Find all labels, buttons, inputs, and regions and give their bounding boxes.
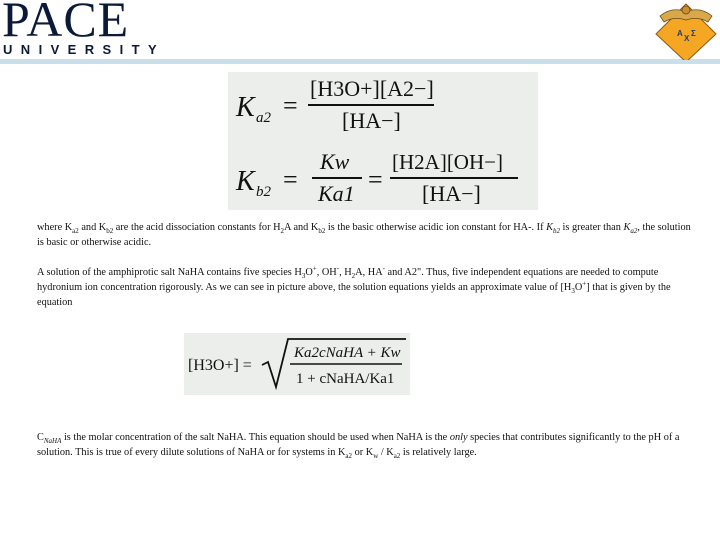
p2-sup-4: + bbox=[582, 279, 587, 288]
p2-text-2: O bbox=[305, 267, 313, 278]
p3-text-5: / K bbox=[378, 447, 394, 458]
p3-italic-only: only bbox=[449, 432, 468, 443]
p3-text-3: species that contributes significantly to the pH of a solution. This is true of every dilute solutions of NaHA or for systems in K bbox=[37, 432, 680, 458]
p2-sub-2: 2 bbox=[351, 272, 356, 281]
seal-letter-1: A bbox=[677, 29, 683, 38]
h3o-denominator: 1 + cNaHA/Ka1 bbox=[296, 371, 395, 387]
p1-text-2: and K bbox=[78, 222, 107, 233]
kb2-equals-1: = bbox=[283, 165, 298, 194]
p1-text-3: are the acid dissociation constants for H bbox=[113, 222, 281, 233]
p2-text-3: , OH bbox=[316, 267, 337, 278]
fraternity-seal-icon bbox=[652, 0, 720, 60]
kb2-lhs: K bbox=[236, 166, 255, 197]
page-header bbox=[0, 0, 720, 62]
p1-sub-1: a2 bbox=[72, 227, 79, 236]
p1-sub-6: a2 bbox=[630, 227, 638, 236]
p1-sub-2: b2 bbox=[106, 227, 114, 236]
p3-sub-2: a2 bbox=[345, 452, 353, 461]
kb2-frac1-numerator: Kw bbox=[320, 149, 350, 174]
ka2-lhs: K bbox=[236, 92, 255, 123]
p2-sup-1: + bbox=[312, 264, 317, 273]
p2-sub-1: 3 bbox=[301, 272, 306, 281]
kb2-frac2-denominator: [HA−] bbox=[422, 181, 481, 206]
p1-text-4: A and K bbox=[284, 222, 319, 233]
p1-text-5: is the basic otherwise acidic ion constant for HA-. If bbox=[325, 222, 547, 233]
p3-sub-1: NaHA bbox=[43, 437, 62, 446]
kb2-frac2-numerator: [H2A][OH−] bbox=[392, 150, 503, 174]
pace-logo-word: PACE bbox=[2, 0, 130, 47]
header-divider bbox=[0, 59, 720, 64]
equation-image-h3o bbox=[184, 333, 410, 395]
p2-text-7: O bbox=[574, 282, 583, 293]
p2-text-5: A, HA bbox=[355, 267, 383, 278]
p3-text-1: C bbox=[37, 432, 44, 443]
p1-text-7: , the solution is basic or otherwise acidic. bbox=[37, 222, 691, 248]
p1-sub-3: 2 bbox=[280, 227, 285, 236]
p1-sub-4: b2 bbox=[318, 227, 326, 236]
equation-image-ka2-kb2 bbox=[228, 72, 538, 210]
pace-logo-university: UNIVERSITY bbox=[3, 42, 166, 57]
p2-text-4: , H bbox=[339, 267, 352, 278]
p1-italic-1: K bbox=[546, 222, 553, 233]
p3-text-6: is relatively large. bbox=[400, 447, 477, 458]
p2-text-8: ] that is given by the equation bbox=[37, 282, 671, 308]
p3-sub-4: a2 bbox=[393, 452, 401, 461]
p3-text-2: is the molar concentration of the salt NaHA. This equation should be used when NaHA is the bbox=[61, 432, 450, 443]
p2-sub-3: 3 bbox=[571, 287, 575, 296]
p2-sup-2: - bbox=[336, 264, 340, 273]
h3o-lhs: [H3O+] = bbox=[188, 357, 252, 374]
p3-sub-3: w bbox=[373, 452, 379, 461]
p2-sup-3: - bbox=[382, 264, 385, 273]
paragraph-dissociation-constants bbox=[37, 220, 697, 250]
h3o-numerator: Ka2cNaHA + Kw bbox=[294, 345, 401, 361]
paragraph-molar-concentration bbox=[37, 430, 707, 460]
p1-italic-2: K bbox=[623, 222, 631, 233]
seal-letter-2: X bbox=[684, 34, 690, 43]
seal-letter-3: Σ bbox=[691, 29, 696, 38]
p1-text-1: where K bbox=[37, 222, 73, 233]
ka2-lhs-sub: a2 bbox=[256, 110, 271, 126]
p1-sub-5: b2 bbox=[552, 227, 560, 236]
p3-text-4: or K bbox=[352, 447, 374, 458]
p2-text-6: and A2". Thus, five independent equations are needed to compute hydronium ion concentration rigorously. As we can see in picture above, the solution equations yields an approximate value of [H bbox=[37, 267, 659, 293]
ka2-denominator: [HA−] bbox=[342, 108, 401, 133]
ka2-numerator: [H3O+][A2−] bbox=[310, 76, 434, 101]
kb2-frac1-denominator: Ka1 bbox=[318, 181, 355, 206]
paragraph-amphiprotic-salt bbox=[37, 265, 697, 310]
ka2-equals: = bbox=[283, 91, 298, 120]
p2-text-1: A solution of the amphiprotic salt NaHA contains five species H bbox=[37, 267, 302, 278]
kb2-equals-2: = bbox=[368, 165, 383, 194]
kb2-lhs-sub: b2 bbox=[256, 184, 271, 200]
p1-text-6: is greater than bbox=[559, 222, 624, 233]
